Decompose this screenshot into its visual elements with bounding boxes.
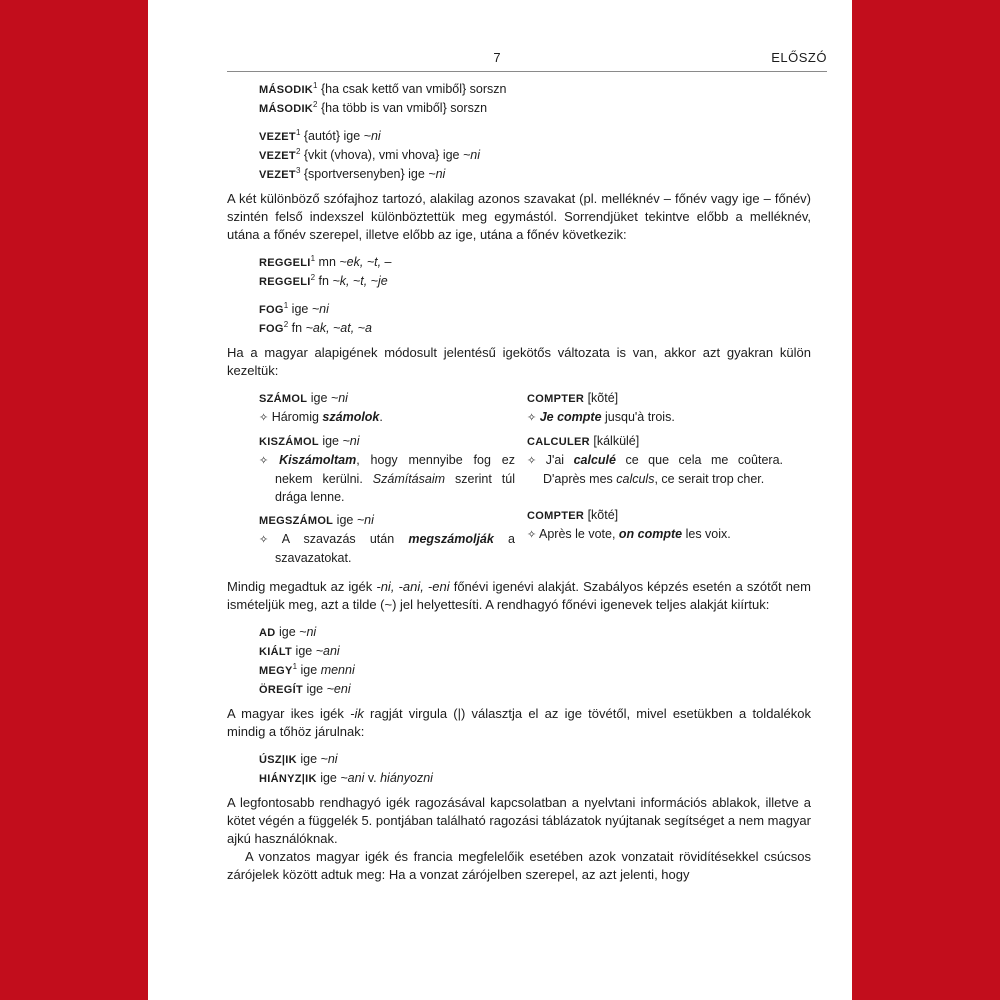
entry-suffix: ~ek, ~t, – (339, 255, 392, 269)
example-entry (259, 127, 811, 146)
superscript-index: 2 (295, 146, 301, 156)
example-entry (259, 99, 811, 118)
superscript-index: 3 (295, 165, 301, 175)
star-icon: ✧ (259, 412, 269, 424)
paragraph-italic: -ik (350, 706, 364, 721)
headword: CALCULER (527, 436, 590, 448)
example-text: , hogy mennyibe fog ez nekem kerülni. (275, 453, 516, 486)
example-highlight: on compte (618, 527, 683, 541)
superscript-index: 1 (292, 661, 298, 671)
headword: KIÁLT (259, 646, 293, 658)
example-block-infinitives (227, 623, 811, 699)
entry-text: ige (318, 434, 343, 448)
entry-text: [kálkülé] (589, 434, 640, 448)
entry-text: v. (364, 771, 381, 785)
entry-suffix: ~ni (320, 752, 338, 766)
page-content (227, 80, 811, 884)
entry-suffix: hiányozni (380, 771, 433, 785)
dictionary-entry (259, 432, 515, 506)
headword: COMPTER (527, 510, 585, 522)
star-icon: ✧ (527, 455, 537, 467)
example-entry (259, 623, 811, 642)
example-entry (259, 769, 811, 788)
entry-text: ige (275, 625, 300, 639)
headword: SZÁMOL (259, 393, 308, 405)
example-text: szerint túl drága lenne. (275, 472, 516, 504)
headword: KISZÁMOL (259, 436, 319, 448)
hungarian-column (259, 389, 515, 572)
entry-text: fn (288, 321, 306, 335)
paragraph (227, 705, 811, 741)
paragraph-text: A magyar ikes igék (227, 706, 351, 721)
headword: ÚSZ|IK (259, 754, 297, 766)
superscript-index: 1 (310, 253, 316, 263)
headword: MEGSZÁMOL (259, 515, 334, 527)
example-entry (259, 750, 811, 769)
entry-suffix: ~ni (342, 434, 360, 448)
example-entry (259, 146, 811, 165)
example-entry (259, 300, 811, 319)
two-column-examples (227, 389, 811, 572)
entry-text: {vkit (vhova), vmi vhova} ige (300, 148, 463, 162)
entry-suffix: ~ni (330, 391, 348, 405)
example-highlight: Kiszámoltam (279, 453, 357, 467)
entry-text: ige (307, 391, 331, 405)
star-icon: ✧ (259, 455, 269, 467)
entry-suffix: ~ni (299, 625, 317, 639)
dictionary-entry (259, 511, 515, 567)
page-number: 7 (493, 50, 501, 65)
example-block-reggeli (227, 253, 811, 291)
example-italic: calculs (616, 472, 655, 486)
french-column (527, 389, 783, 572)
entry-text: {ha csak kettő van vmiből} sorszn (317, 82, 507, 96)
entry-suffix: ~ani (340, 771, 365, 785)
example-text: . (379, 410, 383, 424)
entry-suffix: menni (320, 663, 355, 677)
superscript-index: 2 (310, 272, 316, 282)
headword: MEGY (259, 665, 293, 677)
entry-text: ige (297, 663, 321, 677)
entry-suffix: ~ni (462, 148, 481, 162)
entry-text: {ha több is van vmiből} sorszn (317, 101, 488, 115)
example-block-ikes (227, 750, 811, 788)
paragraph-text: Mindig megadtuk az igék (227, 579, 377, 594)
superscript-index: 1 (295, 127, 301, 137)
example-text: ce que cela me coûtera. D'après mes (543, 453, 783, 486)
superscript-index: 2 (283, 319, 289, 329)
paragraph (227, 578, 811, 614)
headword: VEZET (259, 131, 296, 143)
entry-text: fn (315, 274, 333, 288)
example-highlight: megszámolják (408, 532, 494, 546)
headword: FOG (259, 323, 284, 335)
example-block-fog (227, 300, 811, 338)
example-entry (259, 80, 811, 99)
example-entry (259, 165, 811, 184)
example-highlight: Je compte (539, 410, 602, 424)
headword: MÁSODIK (259, 103, 314, 115)
entry-suffix: ~ani (315, 644, 340, 658)
dictionary-entry (259, 389, 515, 427)
example-block-masodik (227, 80, 811, 118)
entry-text: mn (315, 255, 340, 269)
headword: COMPTER (527, 393, 585, 405)
example-text: jusqu'à trois. (601, 410, 675, 424)
headword: MÁSODIK (259, 84, 314, 96)
example-text: J'ai (545, 453, 574, 467)
entry-text: {sportversenyben} ige (300, 167, 429, 181)
entry-suffix: ~ak, ~at, ~a (305, 321, 372, 335)
headword: ÖREGÍT (259, 684, 303, 696)
paragraph: A vonzatos magyar igék és francia megfelelőik esetében azok vonzatait rövidítésekkel csúcsos zárójelek között adtuk meg: Ha a vonzat zárójelben szerepel, az azt jelenti, hogy (227, 849, 811, 882)
entry-text: ige (316, 771, 341, 785)
example-highlight: calculé (573, 453, 616, 467)
star-icon: ✧ (259, 534, 269, 546)
headword: HIÁNYZ|IK (259, 773, 317, 785)
headword: AD (259, 627, 276, 639)
headword: REGGELI (259, 276, 311, 288)
example-entry (259, 319, 811, 338)
entry-suffix: ~eni (326, 682, 351, 696)
entry-suffix: ~ni (428, 167, 446, 181)
entry-suffix: ~ni (363, 129, 381, 143)
entry-text: ige (302, 682, 327, 696)
headword: FOG (259, 304, 284, 316)
entry-text: ige (333, 513, 357, 527)
paragraph-text: ragját virgula (|) választja el az ige tövétől, mivel esetükben a toldalékok mindig a tőhöz járulnak: (227, 706, 812, 739)
dictionary-entry (527, 389, 783, 427)
dictionary-entry (527, 432, 783, 488)
example-text: A szavazás után (281, 532, 409, 546)
example-highlight: számolok (322, 410, 380, 424)
entry-suffix: ~ni (311, 302, 329, 316)
paragraph-text: főnévi igenévi alakját. Szabályos képzés esetén a szótőt nem ismételjük meg, azt a tilde (~) jel helyettesíti. A rendhagyó főnévi igenevek teljes alakját kiírtuk: (227, 579, 811, 612)
example-italic: Számításaim (372, 472, 446, 486)
example-text: Après le vote, (539, 527, 619, 541)
entry-text: [kõté] (584, 508, 619, 522)
headword: VEZET (259, 169, 296, 181)
example-entry (259, 661, 811, 680)
superscript-index: 1 (283, 300, 289, 310)
example-text: a szavazatokat. (275, 532, 515, 565)
entry-text: [kõté] (584, 391, 619, 405)
example-text: , ce serait trop cher. (654, 472, 765, 486)
entry-text: ige (288, 302, 312, 316)
example-block-vezet (227, 127, 811, 184)
book-page (148, 0, 852, 1000)
superscript-index: 1 (313, 80, 318, 90)
page-header (227, 49, 827, 72)
headword: VEZET (259, 150, 296, 162)
example-entry (259, 680, 811, 699)
entry-text: {autót} ige (300, 129, 364, 143)
paragraph: Ha a magyar alapigének módosult jelentésű igekötős változata is van, akkor azt gyakran külön kezeltük: (227, 345, 811, 378)
superscript-index: 2 (313, 99, 318, 109)
star-icon: ✧ (527, 529, 537, 541)
entry-suffix: ~k, ~t, ~je (332, 274, 388, 288)
example-entry (259, 253, 811, 272)
star-icon: ✧ (527, 412, 537, 424)
entry-text: ige (292, 644, 316, 658)
section-title: ELŐSZÓ (771, 50, 827, 65)
headword: REGGELI (259, 257, 311, 269)
entry-text: ige (296, 752, 321, 766)
paragraph: A legfontosabb rendhagyó igék ragozásával kapcsolatban a nyelvtani információs ablakok, illetve a kötet végén a függelék 5. pontjában található ragozási táblázatok nyújtanak segítséget a nem magyar ajkú használóknak. (227, 795, 811, 846)
example-entry (259, 642, 811, 661)
example-text: les voix. (682, 527, 731, 541)
paragraph: A két különböző szófajhoz tartozó, alakilag azonos szavakat (pl. melléknév – főnév vagy ige – főnév) szintén felső indexszel különböztettük meg egymástól. Sorrendjüket tekintve előbb a melléknév, utána a főnév szerepel, illetve előbb az ige, utána a főnév következik: (227, 191, 811, 242)
example-text: Háromig (271, 410, 323, 424)
paragraph-italic: -ni, -ani, -eni (376, 579, 450, 594)
example-entry (259, 272, 811, 291)
entry-suffix: ~ni (356, 513, 374, 527)
dictionary-entry (527, 506, 783, 544)
